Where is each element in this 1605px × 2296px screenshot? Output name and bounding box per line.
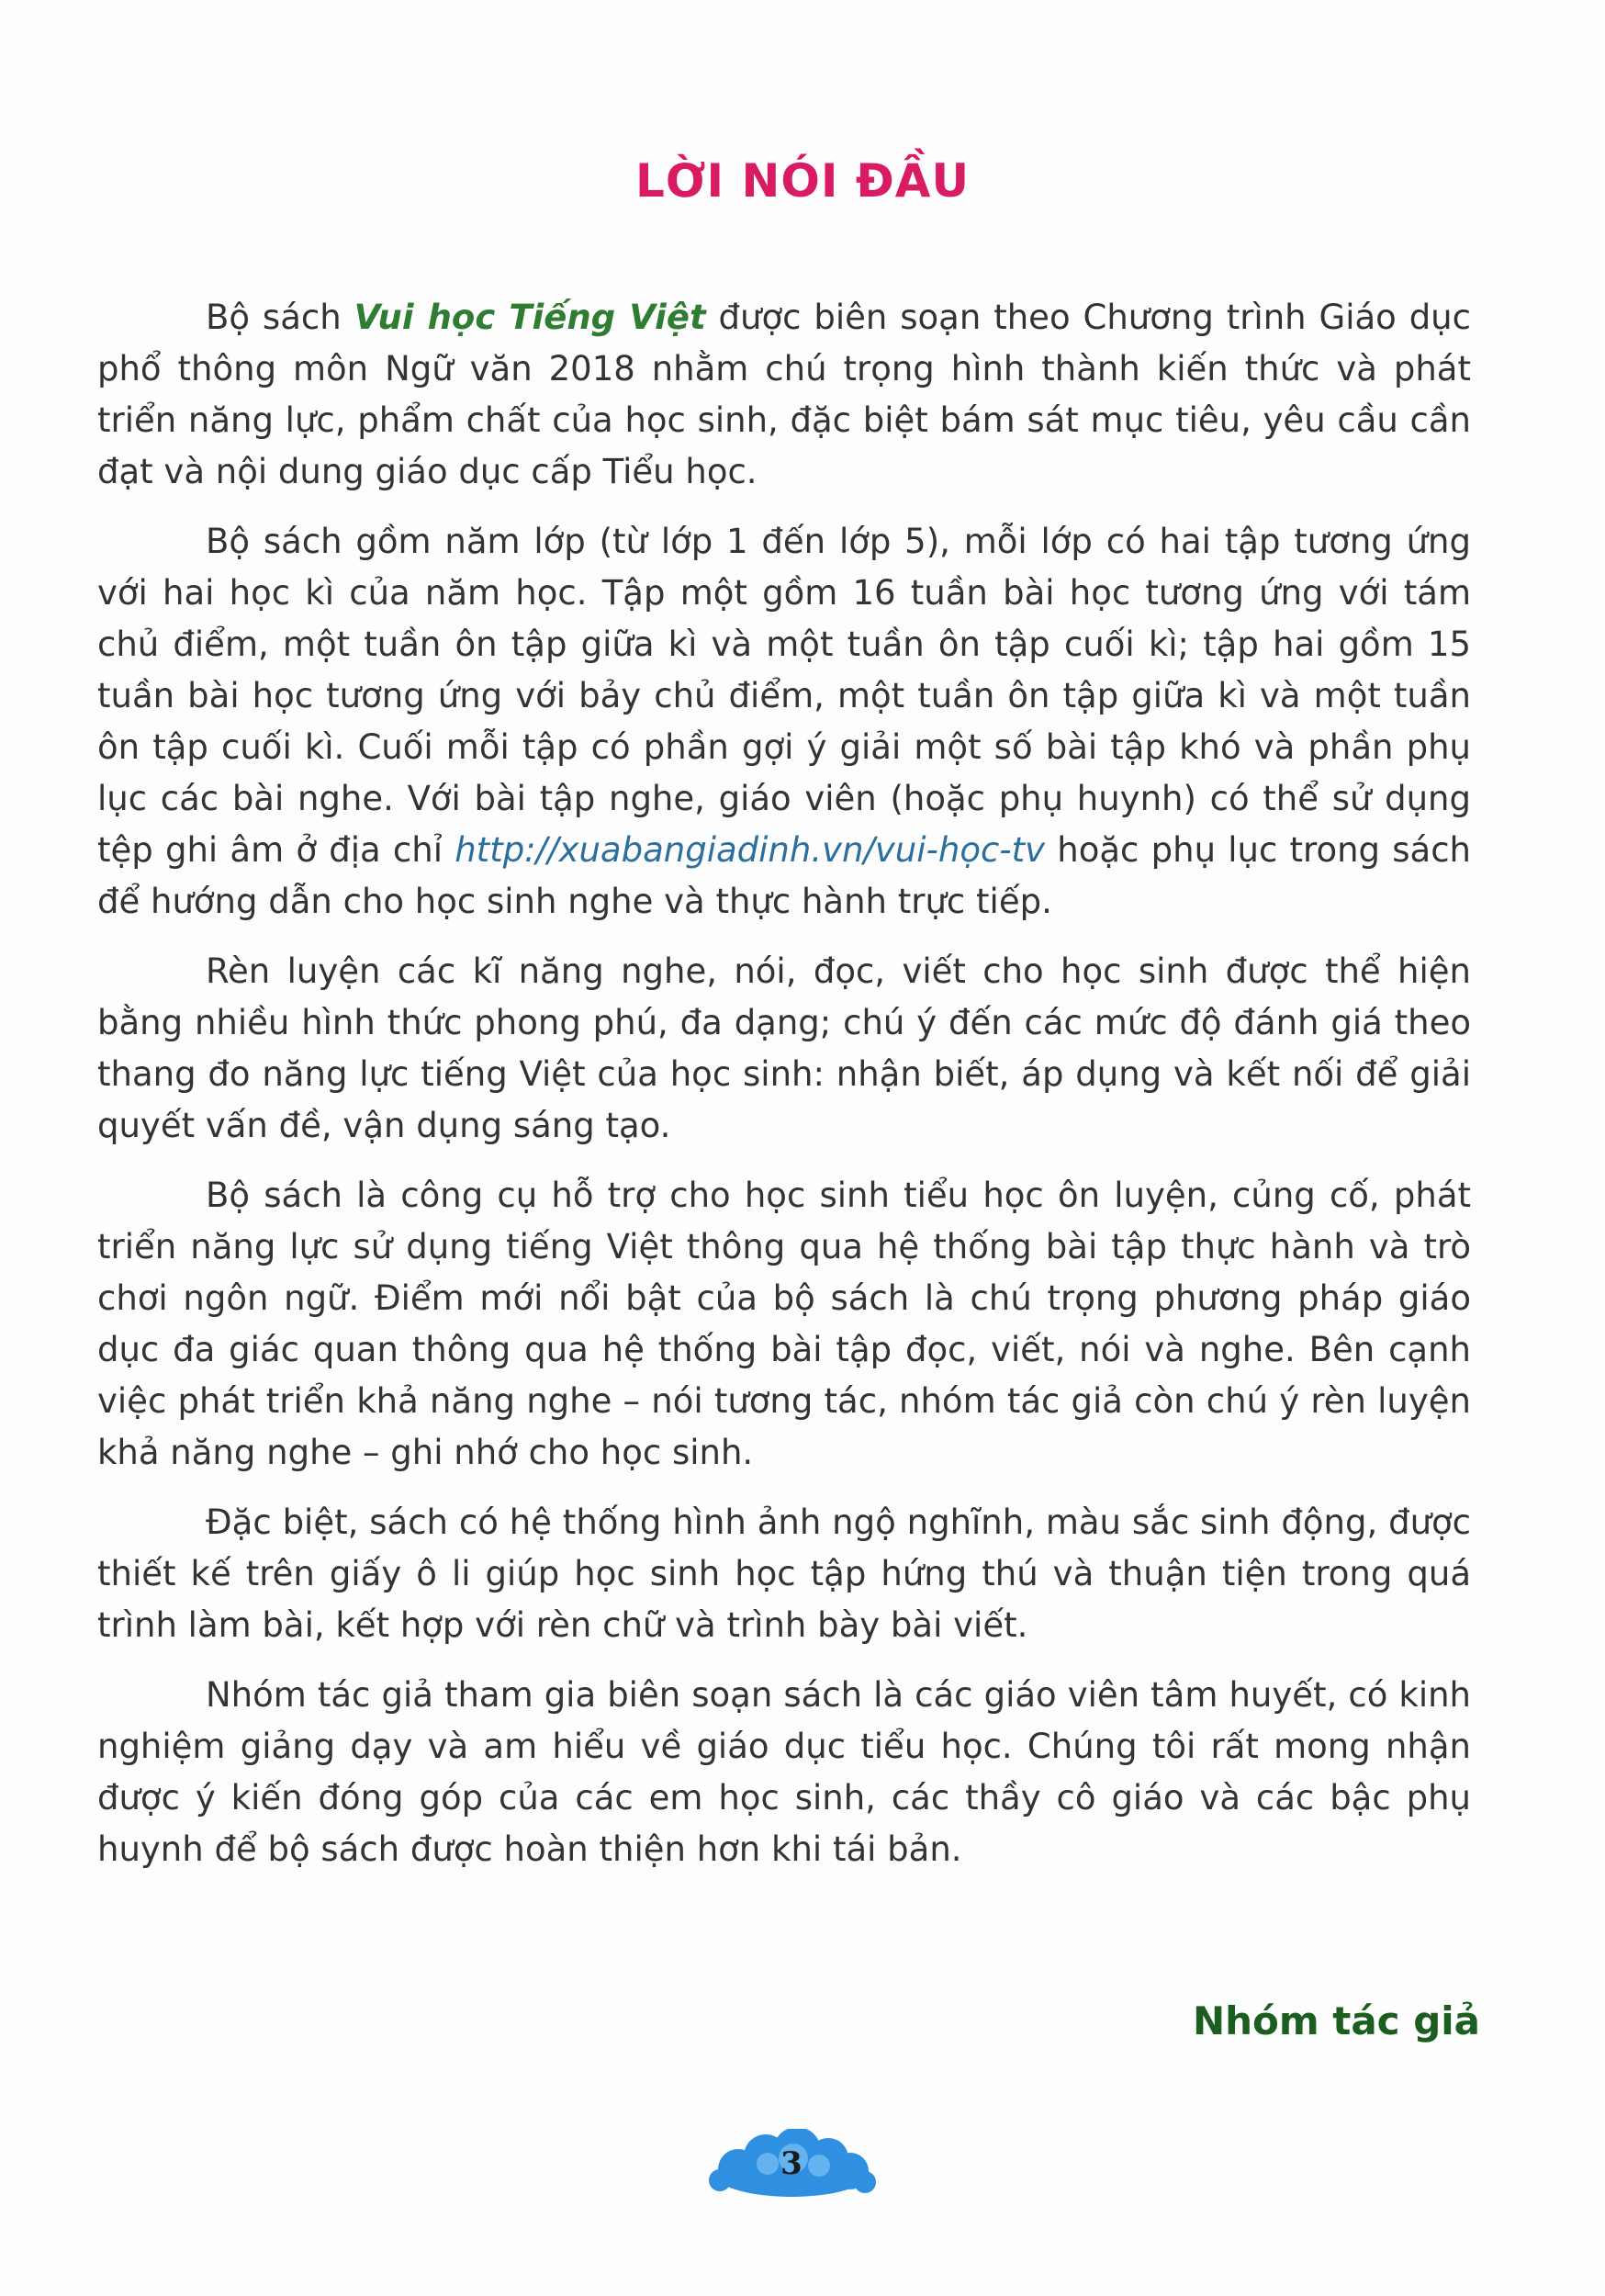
paragraph-1 bbox=[97, 292, 1471, 498]
paragraph-1-intro: Bộ sách bbox=[206, 298, 354, 337]
page-title: LỜI NÓI ĐẦU bbox=[634, 154, 971, 208]
paragraph-6: Nhóm tác giả tham gia biên soạn sách là các giáo viên tâm huyết, có kinh nghiệm giảng dạy và am hiểu về giáo dục tiểu học. Chúng tôi rất mong nhận được ý kiến đóng góp của các em học sinh, các thầy cô giáo và các bậc phụ huynh để bộ sách được hoàn thiện hơn khi tái bản. bbox=[97, 1675, 1471, 1869]
paragraph-4: Bộ sách là công cụ hỗ trợ cho học sinh tiểu học ôn luyện, củng cố, phát triển năng lực sử dụng tiếng Việt thông qua hệ thống bài tập thực hành và trò chơi ngôn ngữ. Điểm mới nổi bật của bộ sách là chú trọng phương pháp giáo dục đa giác quan thông qua hệ thống bài tập đọc, viết, nói và nghe. Bên cạnh việc phát triển khả năng nghe – nói tương tác, nhóm tác giả còn chú ý rèn luyện khả năng nghe – ghi nhớ cho học sinh. bbox=[97, 1176, 1471, 1472]
paragraph-5: Đặc biệt, sách có hệ thống hình ảnh ngộ nghĩnh, màu sắc sinh động, được thiết kế trên giấy ô li giúp học sinh học tập hứng thú và thuận tiện trong quá trình làm bài, kết hợp với rèn chữ và trình bày bài viết. bbox=[97, 1503, 1471, 1645]
book-series-name: Vui học Tiếng Việt bbox=[354, 298, 706, 337]
paragraph-2-text: Bộ sách gồm năm lớp (từ lớp 1 đến lớp 5), mỗi lớp có hai tập tương ứng với hai học kì của năm học. Tập một gồm 16 tuần bài học tương ứng với tám chủ điểm, một tuần ôn tập giữa kì và một tuần ôn tập cuối kì; tập hai gồm 15 tuần bài học tương ứng với bảy chủ điểm, một tuần ôn tập giữa kì và một tuần ôn tập cuối kì. Cuối mỗi tập có phần gợi ý giải một số bài tập khó và phần phụ lục các bài nghe. Với bài tập nghe, giáo viên (hoặc phụ huynh) có thể sử dụng tệp ghi âm ở địa chỉ bbox=[97, 522, 1471, 870]
author-signature: Nhóm tác giả bbox=[1192, 1998, 1480, 2043]
page-number: 3 bbox=[780, 2145, 802, 2182]
paragraph-2-tail: hoặc phụ lục trong sách để hướng dẫn cho học sinh nghe và thực hành trực tiếp. bbox=[97, 830, 1472, 921]
paragraph-2 bbox=[97, 516, 1471, 928]
paragraph-3: Rèn luyện các kĩ năng nghe, nói, đọc, viết cho học sinh được thể hiện bằng nhiều hình thức phong phú, đa dạng; chú ý đến các mức độ đánh giá theo thang đo năng lực tiếng Việt của học sinh: nhận biết, áp dụng và kết nối để giải quyết vấn đề, vận dụng sáng tạo. bbox=[97, 951, 1471, 1145]
audio-link: http://xuabangiadinh.vn/vui-học-tv bbox=[455, 830, 1046, 870]
paragraph-1-text: được biên soạn theo Chương trình Giáo dục phổ thông môn Ngữ văn 2018 nhằm chú trọng hình thành kiến thức và phát triển năng lực, phẩm chất của học sinh, đặc biệt bám sát mục tiêu, yêu cầu cần đạt và nội dung giáo dục cấp Tiểu học. bbox=[97, 298, 1471, 491]
preface-body bbox=[97, 292, 1471, 1894]
